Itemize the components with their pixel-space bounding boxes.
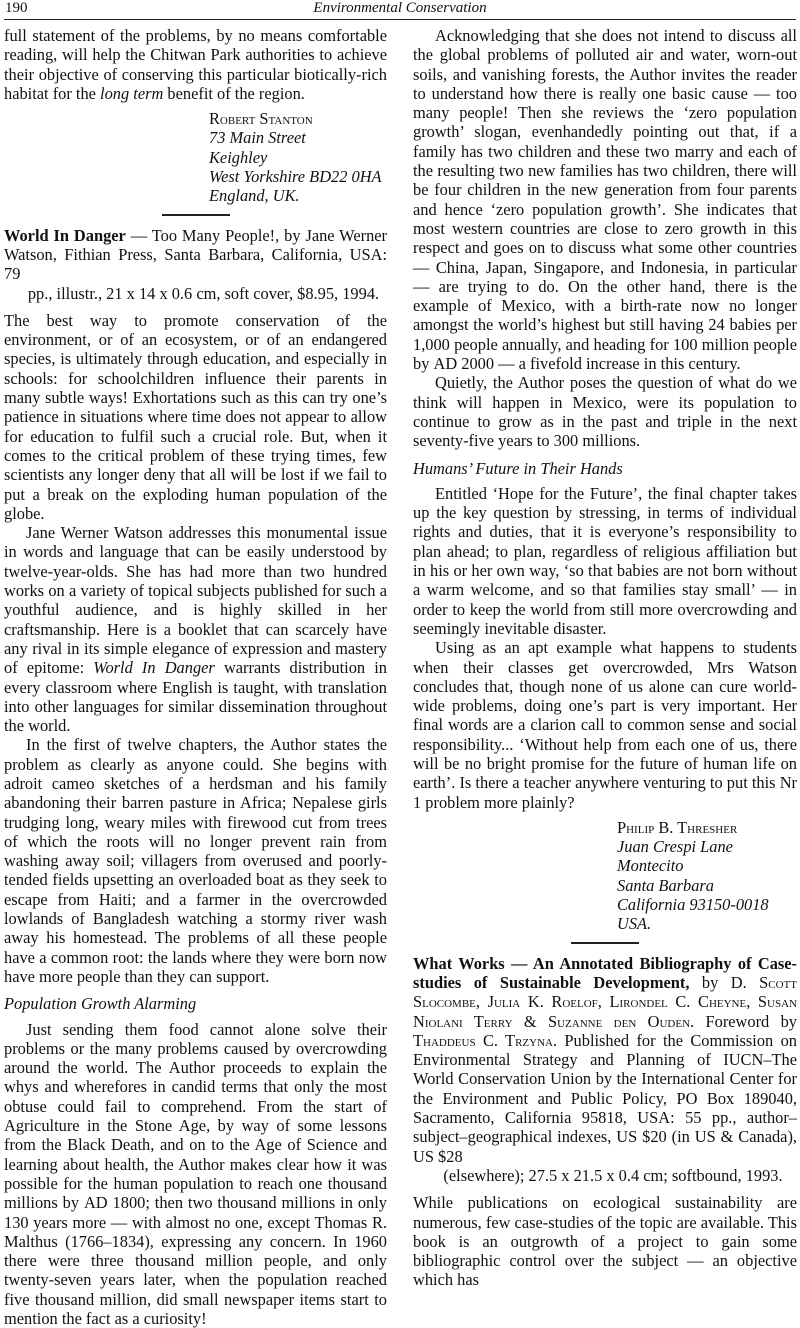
era-abbrev: AD	[83, 1193, 108, 1213]
body-text: warrants distribution in every classroom where English is taught, with translation into other languages for similar dissemination throughout the world.	[4, 658, 387, 736]
body-paragraph: While publications on ecological sustainability are numerous, few case-studies of the topic are available. This book is an outgrowth of a project to gain some bibliographic control over the subject — an objective which has	[413, 1193, 797, 1290]
review-citation: — Too Many People!, by Jane Werner Watson, Fithian Press, Santa Barbara, California, USA: 79	[4, 225, 387, 284]
intro-paragraph	[4, 26, 387, 103]
book-title-italic: World In Danger	[93, 658, 215, 678]
signature-line: Santa Barbara	[617, 875, 714, 895]
review-citation-end: pp., illustr., 21 x 14 x 0.6 cm, soft cover, $8.95, 1994.	[27, 283, 380, 303]
review-citation: Published for the Commission on Environmental Strategy and Planning of IUCN–The World Conservation Union by the International Center for the Environment and Public Policy, PO Box 189040, Sacramento, California 95818, USA: 55 pp., author–subject–geographical indexes, US $20 (in US & Canada), US $28	[413, 1030, 798, 1166]
body-text: Jane Werner Watson addresses this monumental issue in words and language that can be easily understood by twelve-year-olds. She has had more than two hundred works on a variety of topical subjects published for such a youthful audience, and is highly skilled in her craftsmanship. Here is a booklet that can scarcely have any rival in its simple elegance of expression and mastery of epitome:	[4, 523, 387, 678]
review-title: World In Danger	[4, 225, 126, 245]
section-heading: Humans’ Future in Their Hands	[413, 458, 623, 478]
body-paragraph: Entitled ‘Hope for the Future’, the final chapter takes up the key question by stressing, in terms of individual rights and duties, that it is everyone’s responsibility to plan ahead; to plan, regardless of religious affiliation but in his or her own way, ‘so that babies are not born without a warm welcome, and so that families stay small’ — in order to keep the world from still more overcrowding and seemingly inevitable disaster.	[413, 483, 797, 638]
intro-text: full statement of the problems, by no means comfortable reading, will help the Chitwan Park authorities to achieve their objective of conserving this particular biotically-rich habitat for the	[4, 26, 387, 103]
signature-thresher	[617, 818, 797, 934]
intro-end: benefit of the region.	[163, 83, 305, 103]
era-abbrev: AD	[433, 354, 458, 374]
journal-title: Environmental Conservation	[313, 0, 487, 16]
body-paragraph: Quietly, the Author poses the question of what do we think will happen in Mexico, were its population to continue to grow as in the past and triple in the next seventy-five years to 300 millions.	[413, 373, 797, 451]
signature-line: Montecito	[617, 856, 684, 876]
signature-line: Juan Crespi Lane	[617, 837, 733, 857]
header-rule	[4, 19, 796, 20]
body-paragraph	[4, 1020, 387, 1328]
signature-line: 73 Main Street	[209, 128, 306, 148]
review-title: What Works — An Annotated Bibliography of Case-studies of Sustainable Development,	[413, 953, 797, 992]
body-text: 2000 — a fivefold increase in this century.	[457, 354, 741, 374]
signature-line: USA.	[617, 914, 652, 934]
intro-italic: long term	[100, 83, 164, 103]
body-paragraph	[4, 523, 387, 735]
section-divider	[162, 214, 230, 216]
body-text: 1800; then two thousand millions in only 130 years more — with almost no one, except Thomas R. Malthus (1766–1834), expressing any concern. In 1960 there were three thousand million people, and only twenty-seven years later, when the population reached five thousand million, did small newspaper items start to mention the fact as a curiosity!	[4, 1193, 387, 1328]
review-heading-what-works	[413, 954, 797, 1186]
review-citation: by	[689, 972, 731, 992]
signature-line: England, UK.	[209, 186, 300, 206]
section-divider	[571, 942, 639, 944]
review-heading-world-in-danger	[4, 226, 387, 303]
body-paragraph: The best way to promote conservation of the environment, or of an ecosystem, or of an endangered species, is ultimately through education, and especially in schools: for schoolchildren influence their parents in many subtle ways! Exhortations such as this can try one’s patience in situations where time does not appear to allow for education to fulfil such a crucial role. But, when it comes to the critical problem of these trying times, few scientists any longer deny that all will be lost if we fail to put a break on the exploding human population of the globe.	[4, 310, 387, 523]
body-text: Just sending them food cannot alone solve their problems or the many problems caused by overcrowding around the world. The Author proceeds to explain the whys and wherefores in candid terms that only the most obtuse could fail to comprehend. From the start of Agriculture in the Stone Age, by way of some lessons from the Black Death, and on to the Age of Science and learning about health, the Author makes clear how it was possible for the human population to reach one thousand millions by	[4, 1019, 387, 1213]
body-paragraph	[413, 26, 797, 373]
review-authors: D. Scott Slocombe, Julia K. Roelof, Lirondel C. Cheyne, Susan Niolani Terry & Suzanne den Ouden.	[413, 972, 797, 1031]
review-citation: Foreword by	[694, 1011, 797, 1031]
page-header	[0, 0, 800, 22]
signature-line: West Yorkshire BD22 0HA	[209, 167, 382, 187]
body-paragraph: Using as an apt example what happens to students when their classes get overcrowded, Mrs Watson concludes that, though none of us alone can cure world-wide problems, doing one’s part is very important. Her final words are a clarion call to common sense and social responsibility... ‘Without help from each one of us, there will be no bright promise for the future of human life on earth’. Is there a teacher anywhere venturing to put this Nr 1 problem more plainly?	[413, 638, 797, 812]
signature-line: Keighley	[209, 147, 268, 167]
signature-stanton	[209, 109, 387, 205]
review-citation-end: (elsewhere); 27.5 x 21.5 x 0.4 cm; softbound, 1993.	[443, 1165, 783, 1185]
page-number: 190	[5, 0, 28, 16]
right-column	[413, 26, 797, 1290]
signature-name: Philip B. Thresher	[617, 817, 738, 837]
signature-line: California 93150-0018	[617, 895, 769, 915]
signature-name: Robert Stanton	[209, 109, 313, 129]
body-text: Acknowledging that she does not intend to discuss all the global problems of polluted air and water, worn-out soils, and vanishing forests, the Author invites the reader to understand how there is really one basic cause — too many people! Then she reviews the ‘zero population growth’ slogan, evenhandedly pointing out that, if a family has two children and these two marry and each of the resulting two new families has two children, there will be four children in the new generation from four parents and hence ‘zero population growth’. She indicates that most western countries are close to zero growth in this respect and goes on to discuss what some other countries — China, Japan, Singapore, and Indonesia, in particular — are trying to do. On the other hand, there is the example of Mexico, with a birth-rate now no longer amongst the world’s highest but still having 24 babies per 1,000 people annually, and heading for 100 million people by	[413, 26, 797, 374]
review-foreword-author: Thaddeus C. Trzyna.	[413, 1030, 558, 1050]
section-heading: Population Growth Alarming	[4, 994, 197, 1014]
body-paragraph: In the first of twelve chapters, the Author states the problem as clearly as anyone could. She begins with adroit cameo sketches of a herdsman and his family abandoning their barren pasture in Africa; Nepalese girls trudging long, weary miles with firewood cut from trees of which the roots will no longer prevent rain from washing away soil; villagers from overused and poorly-tended fields upsetting an overloaded boat as they seek to escape from Haiti; and a farmer in the overcrowded lowlands of Bangladesh watching a stormy river wash away his homestead. The problems of all these people have a common root: the lands where they were born now have more people than they can support.	[4, 735, 387, 986]
left-column	[4, 26, 387, 1328]
